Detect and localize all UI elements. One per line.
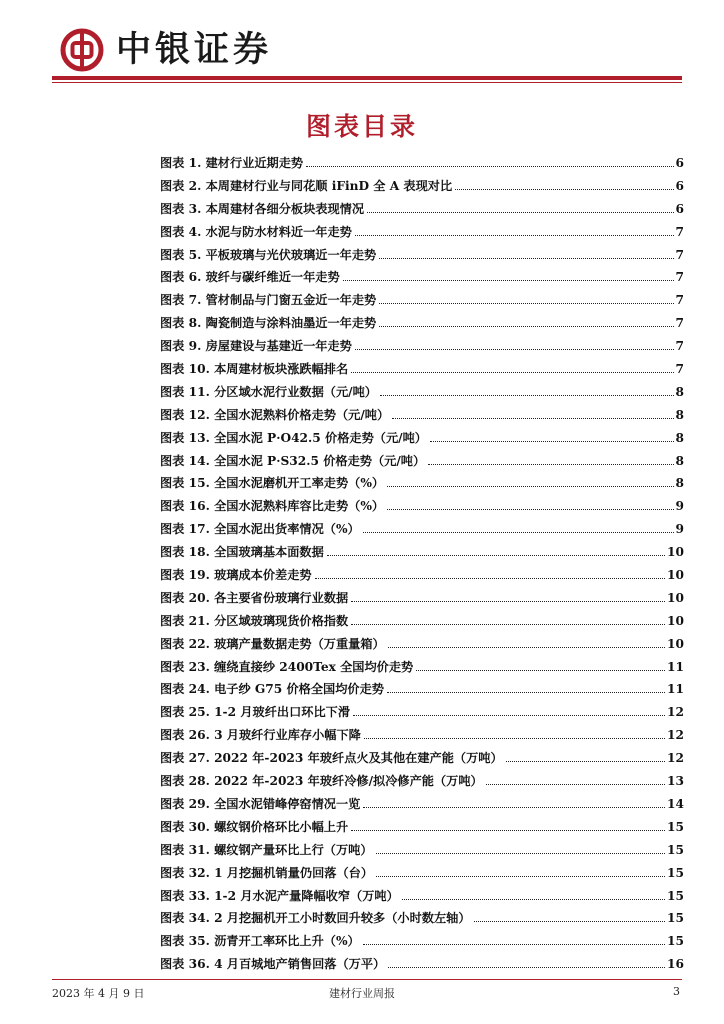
toc-leader-dots xyxy=(363,532,674,533)
toc-entry-label: 图表 20. 各主要省份玻璃行业数据 xyxy=(160,590,349,605)
toc-leader-dots xyxy=(343,280,674,281)
toc-leader-dots xyxy=(363,807,665,808)
toc-entry[interactable] xyxy=(160,658,684,681)
toc-entry-label: 图表 4. 水泥与防水材料近一年走势 xyxy=(160,224,352,239)
toc-leader-dots xyxy=(380,395,674,396)
toc-entry-label: 图表 28. 2022 年-2023 年玻纤冷修/拟冷修产能（万吨） xyxy=(160,774,483,789)
toc-leader-dots xyxy=(351,372,673,373)
toc-entry-page: 9 xyxy=(675,522,684,537)
toc-entry-label: 图表 34. 2 月挖掘机开工小时数回升较多（小时数左轴） xyxy=(160,911,471,926)
toc-leader-dots xyxy=(351,830,665,831)
toc-entry[interactable] xyxy=(160,795,684,818)
toc-entry-page: 10 xyxy=(667,590,684,605)
header-rule xyxy=(52,76,682,80)
toc-leader-dots xyxy=(428,464,673,465)
toc-entry[interactable] xyxy=(160,223,684,246)
toc-entry-page: 12 xyxy=(667,705,684,720)
toc-entry[interactable] xyxy=(160,887,684,910)
toc-entry-label: 图表 11. 分区域水泥行业数据（元/吨） xyxy=(160,384,377,399)
toc-entry-label: 图表 15. 全国水泥磨机开工率走势（%） xyxy=(160,476,385,491)
toc-entry-page: 13 xyxy=(667,774,684,789)
toc-entry[interactable] xyxy=(160,864,684,887)
toc-entry-label: 图表 33. 1-2 月水泥产量降幅收窄（万吨） xyxy=(160,888,399,903)
toc-entry-label: 图表 14. 全国水泥 P·S32.5 价格走势（元/吨） xyxy=(160,453,426,468)
toc-leader-dots xyxy=(364,738,665,739)
toc-entry-label: 图表 19. 玻璃成本价差走势 xyxy=(160,568,312,583)
toc-entry-page: 8 xyxy=(675,430,684,445)
toc-entry[interactable] xyxy=(160,268,684,291)
toc-leader-dots xyxy=(379,303,673,304)
toc-entry-page: 15 xyxy=(667,888,684,903)
footer-page-number: 3 xyxy=(673,985,680,998)
header-rule-thin xyxy=(52,82,682,83)
toc-entry[interactable] xyxy=(160,909,684,932)
toc-leader-dots xyxy=(353,715,665,716)
toc-entry-page: 7 xyxy=(675,293,684,308)
toc-entry[interactable] xyxy=(160,703,684,726)
toc-entry-page: 7 xyxy=(675,247,684,262)
toc-entry-label: 图表 7. 管材制品与门窗五金近一年走势 xyxy=(160,293,377,308)
toc-leader-dots xyxy=(430,441,674,442)
toc-entry-label: 图表 16. 全国水泥熟料库容比走势（%） xyxy=(160,499,385,514)
toc-leader-dots xyxy=(351,624,665,625)
toc-entry-page: 7 xyxy=(675,362,684,377)
toc-entry-label: 图表 6. 玻纤与碳纤维近一年走势 xyxy=(160,270,340,285)
toc-entry[interactable] xyxy=(160,314,684,337)
toc-entry[interactable] xyxy=(160,474,684,497)
toc-leader-dots xyxy=(388,647,665,648)
toc-entry-page: 8 xyxy=(675,453,684,468)
toc-entry-label: 图表 25. 1-2 月玻纤出口环比下滑 xyxy=(160,705,351,720)
toc-entry[interactable] xyxy=(160,543,684,566)
toc-entry[interactable] xyxy=(160,337,684,360)
toc-leader-dots xyxy=(387,692,665,693)
toc-entry[interactable] xyxy=(160,749,684,772)
toc-leader-dots xyxy=(367,212,673,213)
brand-name: 中银证券 xyxy=(116,30,273,70)
toc-entry-page: 12 xyxy=(667,728,684,743)
toc-entry-label: 图表 13. 全国水泥 P·O42.5 价格走势（元/吨） xyxy=(160,430,427,445)
toc-entry[interactable] xyxy=(160,200,684,223)
toc-leader-dots xyxy=(355,349,674,350)
toc-leader-dots xyxy=(355,235,674,236)
page-title: 图表目录 xyxy=(305,112,418,141)
toc-leader-dots xyxy=(506,761,665,762)
figure-table-of-contents xyxy=(160,154,684,978)
bank-of-china-logo-icon xyxy=(60,28,104,72)
toc-leader-dots xyxy=(379,326,673,327)
toc-leader-dots xyxy=(376,853,666,854)
toc-leader-dots xyxy=(306,166,673,167)
toc-entry-page: 7 xyxy=(675,339,684,354)
toc-entry[interactable] xyxy=(160,932,684,955)
toc-entry[interactable] xyxy=(160,383,684,406)
toc-entry[interactable] xyxy=(160,497,684,520)
toc-leader-dots xyxy=(363,944,665,945)
toc-entry[interactable] xyxy=(160,566,684,589)
toc-entry-label: 图表 24. 电子纱 G75 价格全国均价走势 xyxy=(160,682,384,697)
toc-entry[interactable] xyxy=(160,841,684,864)
toc-entry-label: 图表 26. 3 月玻纤行业库存小幅下降 xyxy=(160,728,361,743)
toc-leader-dots xyxy=(315,578,665,579)
toc-entry-page: 15 xyxy=(667,911,684,926)
toc-entry-label: 图表 31. 螺纹钢产量环比上行（万吨） xyxy=(160,842,373,857)
toc-entry[interactable] xyxy=(160,360,684,383)
toc-entry-label: 图表 21. 分区域玻璃现货价格指数 xyxy=(160,613,349,628)
toc-entry[interactable] xyxy=(160,291,684,314)
toc-entry-page: 15 xyxy=(667,934,684,949)
toc-entry-page: 15 xyxy=(667,865,684,880)
toc-entry-page: 6 xyxy=(675,178,684,193)
toc-entry-page: 10 xyxy=(667,613,684,628)
toc-entry-label: 图表 8. 陶瓷制造与涂料油墨近一年走势 xyxy=(160,316,377,331)
toc-leader-dots xyxy=(392,418,673,419)
toc-leader-dots xyxy=(402,899,665,900)
page-header xyxy=(60,28,680,72)
toc-entry-page: 11 xyxy=(667,682,684,697)
toc-entry-page: 16 xyxy=(667,957,684,972)
toc-entry-label: 图表 36. 4 月百城地产销售回落（万平） xyxy=(160,957,386,972)
footer-report-type: 建材行业周报 xyxy=(329,987,395,1000)
toc-entry-label: 图表 3. 本周建材各细分板块表现情况 xyxy=(160,201,365,216)
toc-entry-label: 图表 12. 全国水泥熟料价格走势（元/吨） xyxy=(160,407,390,422)
toc-leader-dots xyxy=(416,670,665,671)
toc-entry-label: 图表 10. 本周建材板块涨跌幅排名 xyxy=(160,362,349,377)
toc-entry-page: 10 xyxy=(667,636,684,651)
toc-entry-label: 图表 9. 房屋建设与基建近一年走势 xyxy=(160,339,352,354)
toc-leader-dots xyxy=(379,258,673,259)
toc-entry[interactable] xyxy=(160,452,684,475)
toc-entry[interactable] xyxy=(160,818,684,841)
toc-leader-dots xyxy=(376,876,665,877)
toc-entry-label: 图表 5. 平板玻璃与光伏玻璃近一年走势 xyxy=(160,247,377,262)
toc-entry[interactable] xyxy=(160,246,684,269)
toc-entry-label: 图表 22. 玻璃产量数据走势（万重量箱） xyxy=(160,636,385,651)
toc-entry-label: 图表 29. 全国水泥错峰停窑情况一览 xyxy=(160,796,361,811)
toc-entry-page: 8 xyxy=(675,384,684,399)
toc-entry[interactable] xyxy=(160,589,684,612)
toc-leader-dots xyxy=(388,967,665,968)
toc-entry-page: 15 xyxy=(667,819,684,834)
toc-entry[interactable] xyxy=(160,406,684,429)
toc-entry-label: 图表 2. 本周建材行业与同花顺 iFinD 全 A 表现对比 xyxy=(160,178,453,193)
toc-entry-page: 14 xyxy=(667,796,684,811)
toc-entry-page: 9 xyxy=(675,499,684,514)
toc-entry-page: 8 xyxy=(675,407,684,422)
toc-entry[interactable] xyxy=(160,680,684,703)
toc-entry-page: 6 xyxy=(675,156,684,170)
toc-entry-page: 10 xyxy=(667,545,684,560)
toc-entry-label: 图表 18. 全国玻璃基本面数据 xyxy=(160,545,324,560)
toc-entry-page: 6 xyxy=(675,201,684,216)
toc-entry-label: 图表 32. 1 月挖掘机销量仍回落（台） xyxy=(160,865,374,880)
toc-leader-dots xyxy=(486,784,665,785)
toc-entry-label: 图表 35. 沥青开工率环比上升（%） xyxy=(160,934,360,949)
toc-entry[interactable] xyxy=(160,177,684,200)
toc-entry-page: 7 xyxy=(675,224,684,239)
toc-entry[interactable] xyxy=(160,772,684,795)
toc-entry-page: 7 xyxy=(675,316,684,331)
toc-entry-page: 12 xyxy=(667,751,684,766)
footer-rule xyxy=(52,979,682,980)
toc-entry[interactable] xyxy=(160,955,684,978)
toc-entry[interactable] xyxy=(160,154,684,177)
toc-entry[interactable] xyxy=(160,520,684,543)
toc-entry-page: 11 xyxy=(667,659,684,674)
toc-entry-page: 7 xyxy=(675,270,684,285)
toc-entry-label: 图表 23. 缠绕直接纱 2400Tex 全国均价走势 xyxy=(160,659,414,674)
toc-leader-dots xyxy=(455,189,673,190)
toc-leader-dots xyxy=(474,921,665,922)
toc-entry-label: 图表 30. 螺纹钢价格环比小幅上升 xyxy=(160,819,349,834)
toc-entry[interactable] xyxy=(160,429,684,452)
toc-entry[interactable] xyxy=(160,726,684,749)
toc-leader-dots xyxy=(327,555,665,556)
toc-entry-page: 10 xyxy=(667,568,684,583)
toc-leader-dots xyxy=(351,601,665,602)
toc-leader-dots xyxy=(387,509,673,510)
toc-entry-page: 15 xyxy=(667,842,684,857)
toc-entry-label: 图表 1. 建材行业近期走势 xyxy=(160,156,304,170)
footer-date: 2023 年 4 月 9 日 xyxy=(52,987,145,1000)
toc-leader-dots xyxy=(387,486,673,487)
toc-entry-label: 图表 27. 2022 年-2023 年玻纤点火及其他在建产能（万吨） xyxy=(160,751,503,766)
toc-entry[interactable] xyxy=(160,635,684,658)
toc-entry-page: 8 xyxy=(675,476,684,491)
toc-entry-label: 图表 17. 全国水泥出货率情况（%） xyxy=(160,522,360,537)
toc-entry[interactable] xyxy=(160,612,684,635)
